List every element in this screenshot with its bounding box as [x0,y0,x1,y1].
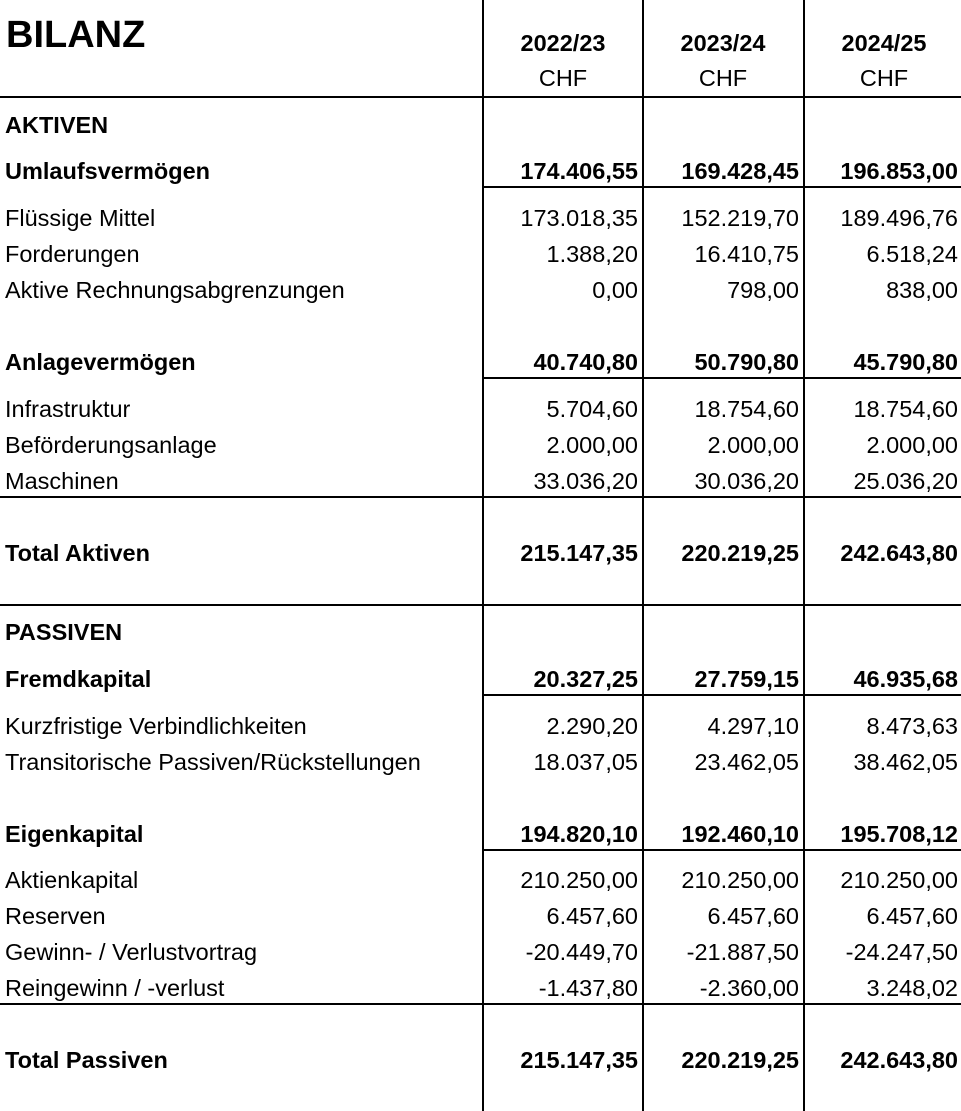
row-value: -20.449,70 [525,939,638,965]
row-label: Transitorische Passiven/Rückstellungen [5,749,421,775]
column-divider [803,0,805,1111]
row-label: Flüssige Mittel [5,205,156,231]
row-value: 242.643,80 [840,540,958,566]
row-value: 50.790,80 [694,349,799,375]
column-currency: CHF [538,65,588,91]
row-value: 169.428,45 [681,158,799,184]
row-label: Aktive Rechnungsabgrenzungen [5,277,345,303]
header-rule [0,96,961,98]
row-value: 45.790,80 [853,349,958,375]
column-divider [482,0,484,1111]
row-value: 6.457,60 [707,903,799,929]
row-label: Infrastruktur [5,396,131,422]
row-value: -24.247,50 [845,939,958,965]
row-label: Beförderungsanlage [5,432,217,458]
row-value: 194.820,10 [520,821,638,847]
row-value: 152.219,70 [681,205,799,231]
row-value: 3.248,02 [866,975,958,1001]
column-divider [642,0,644,1111]
row-label: Anlagevermögen [5,349,196,375]
row-value: 220.219,25 [681,1047,799,1073]
row-value: 6.457,60 [866,903,958,929]
row-value: 2.000,00 [707,432,799,458]
row-label: PASSIVEN [5,619,123,645]
row-value: 8.473,63 [866,713,958,739]
row-value: 2.290,20 [546,713,638,739]
section-rule [0,604,961,606]
row-label: Total Passiven [5,1047,168,1073]
row-value: 192.460,10 [681,821,799,847]
column-year: 2022/23 [520,30,606,56]
row-value: 242.643,80 [840,1047,958,1073]
row-value: 210.250,00 [520,867,638,893]
row-label: Eigenkapital [5,821,144,847]
column-year: 2024/25 [841,30,927,56]
subtotal-rule [482,186,961,188]
row-value: 196.853,00 [840,158,958,184]
row-value: 27.759,15 [694,666,799,692]
row-value: 5.704,60 [546,396,638,422]
row-value: -1.437,80 [538,975,638,1001]
row-value: 195.708,12 [840,821,958,847]
row-label: Gewinn- / Verlustvortrag [5,939,258,965]
total-rule [0,496,961,498]
row-value: -21.887,50 [686,939,799,965]
row-value: 6.457,60 [546,903,638,929]
row-value: 189.496,76 [840,205,958,231]
row-label: Reingewinn / -verlust [5,975,225,1001]
row-value: 25.036,20 [853,468,958,494]
row-value: 1.388,20 [546,241,638,267]
row-label: Maschinen [5,468,119,494]
row-value: 30.036,20 [694,468,799,494]
row-label: Forderungen [5,241,140,267]
row-value: 20.327,25 [533,666,638,692]
row-label: Fremdkapital [5,666,152,692]
row-value: 2.000,00 [866,432,958,458]
row-label: Reserven [5,903,106,929]
row-value: 6.518,24 [866,241,958,267]
row-label: Umlaufsvermögen [5,158,211,184]
subtotal-rule [482,377,961,379]
row-value: 173.018,35 [520,205,638,231]
row-label: Total Aktiven [5,540,150,566]
row-value: 40.740,80 [533,349,638,375]
column-currency: CHF [859,65,909,91]
column-year: 2023/24 [680,30,766,56]
row-value: 16.410,75 [694,241,799,267]
row-label: Aktienkapital [5,867,139,893]
row-value: 210.250,00 [681,867,799,893]
row-value: 18.037,05 [533,749,638,775]
row-value: 18.754,60 [694,396,799,422]
row-value: 2.000,00 [546,432,638,458]
row-value: 210.250,00 [840,867,958,893]
subtotal-rule [482,694,961,696]
row-value: 18.754,60 [853,396,958,422]
row-value: 4.297,10 [707,713,799,739]
row-value: -2.360,00 [699,975,799,1001]
subtotal-rule [482,849,961,851]
row-value: 46.935,68 [853,666,958,692]
row-value: 220.219,25 [681,540,799,566]
row-value: 0,00 [592,277,638,303]
page-title: BILANZ [6,14,146,56]
row-value: 215.147,35 [520,1047,638,1073]
row-label: Kurzfristige Verbindlichkeiten [5,713,307,739]
row-value: 798,00 [727,277,799,303]
column-currency: CHF [698,65,748,91]
row-value: 33.036,20 [533,468,638,494]
row-value: 38.462,05 [853,749,958,775]
row-value: 174.406,55 [520,158,638,184]
row-label: AKTIVEN [5,112,109,138]
row-value: 838,00 [886,277,958,303]
row-value: 23.462,05 [694,749,799,775]
row-value: 215.147,35 [520,540,638,566]
total-rule [0,1003,961,1005]
